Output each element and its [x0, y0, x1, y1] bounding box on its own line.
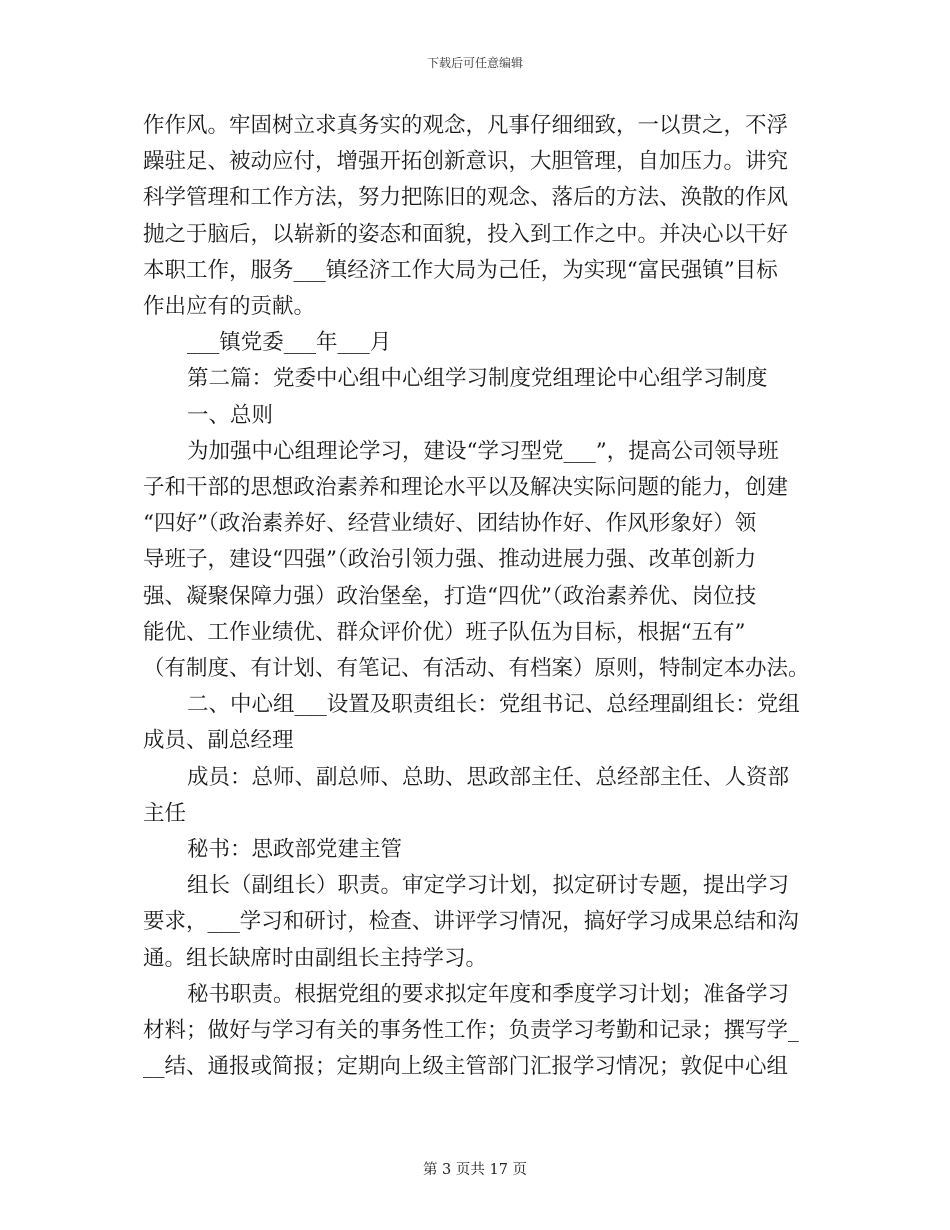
paragraph: [143, 108, 809, 325]
signature-line: [143, 325, 809, 361]
text-line: 成员、副总经理: [143, 728, 294, 754]
paragraph: [143, 687, 809, 759]
text-line: 通。组长缺席时由副组长主持学习。: [143, 945, 488, 971]
text-line: “四好”（政治素养好、经营业绩好、团结协作好、作风形象好）领: [143, 511, 757, 537]
text-line: 强、凝聚保障力强）政治堡垒，打造“四优”（政治素养优、岗位技: [143, 583, 757, 609]
text-line: 科学管理和工作方法，努力把陈旧的观念、落后的方法、涣散的作风: [143, 185, 789, 211]
text-line: 主任: [143, 800, 187, 826]
text-line: ___镇党委___年___月: [187, 330, 392, 356]
text-line: 作出应有的贡献。: [143, 294, 316, 320]
text-line: 子和干部的思想政治素养和理论水平以及解决实际问题的能力，创建: [143, 475, 789, 501]
text-line: 导班子，建设“四强”（政治引领力强、推动进展力强、改革创新力: [143, 547, 757, 573]
text-line: 一、总则: [187, 402, 274, 428]
text-line: 组长（副组长）职责。审定学习计划，拟定研讨专题，提出学习: [187, 873, 790, 899]
text-line: 秘书职责。根据党组的要求拟定年度和季度学习计划；准备学习: [187, 981, 790, 1007]
text-line: 躁驻足、被动应付，增强开拓创新意识，大胆管理，自加压力。讲究: [143, 149, 789, 175]
page-header: 下载后可任意编辑: [426, 56, 523, 70]
paragraph: [143, 760, 809, 832]
text-line: 二、中心组___设置及职责组长：党组书记、总经理副组长：党组: [187, 692, 800, 718]
text-line: 第二篇：党委中心组中心组学习制度党组理论中心组学习制度: [187, 366, 768, 392]
text-line: 要求，___学习和研讨，检查、讲评学习情况，搞好学习成果总结和沟: [143, 909, 799, 935]
text-line: 秘书：思政部党建主管: [187, 837, 403, 863]
page-footer: 第 3 页共 17 页: [422, 1162, 528, 1178]
document-body: [143, 108, 809, 1085]
paragraph: [143, 868, 809, 977]
paragraph: [143, 434, 809, 687]
text-line: 本职工作，服务___镇经济工作大局为己任，为实现“富民强镇”目标: [143, 257, 778, 283]
text-line: 作作风。牢固树立求真务实的观念，凡事仔细细致，一以贯之，不浮: [143, 113, 789, 138]
section-heading: [143, 398, 809, 434]
paragraph: [143, 832, 809, 868]
text-line: 为加强中心组理论学习，建设“学习型党___”，提高公司领导班: [187, 438, 779, 464]
text-line: 能优、工作业绩优、群众评价优）班子队伍为目标，根据“五有”: [143, 619, 746, 645]
text-line: 材料；做好与学习有关的事务性工作；负责学习考勤和记录；撰写学_: [143, 1018, 799, 1044]
section-title: [143, 361, 809, 397]
text-line: （有制度、有计划、有笔记、有活动、有档案）原则，特制定本办法。: [143, 656, 810, 682]
text-line: 抛之于脑后，以崭新的姿态和面貌，投入到工作之中。并决心以干好: [143, 221, 789, 247]
paragraph: [143, 977, 809, 1086]
text-line: 成员：总师、副总师、总助、思政部主任、总经部主任、人资部: [187, 764, 790, 790]
text-line: __结、通报或简报；定期向上级主管部门汇报学习情况；敦促中心组: [143, 1054, 789, 1080]
